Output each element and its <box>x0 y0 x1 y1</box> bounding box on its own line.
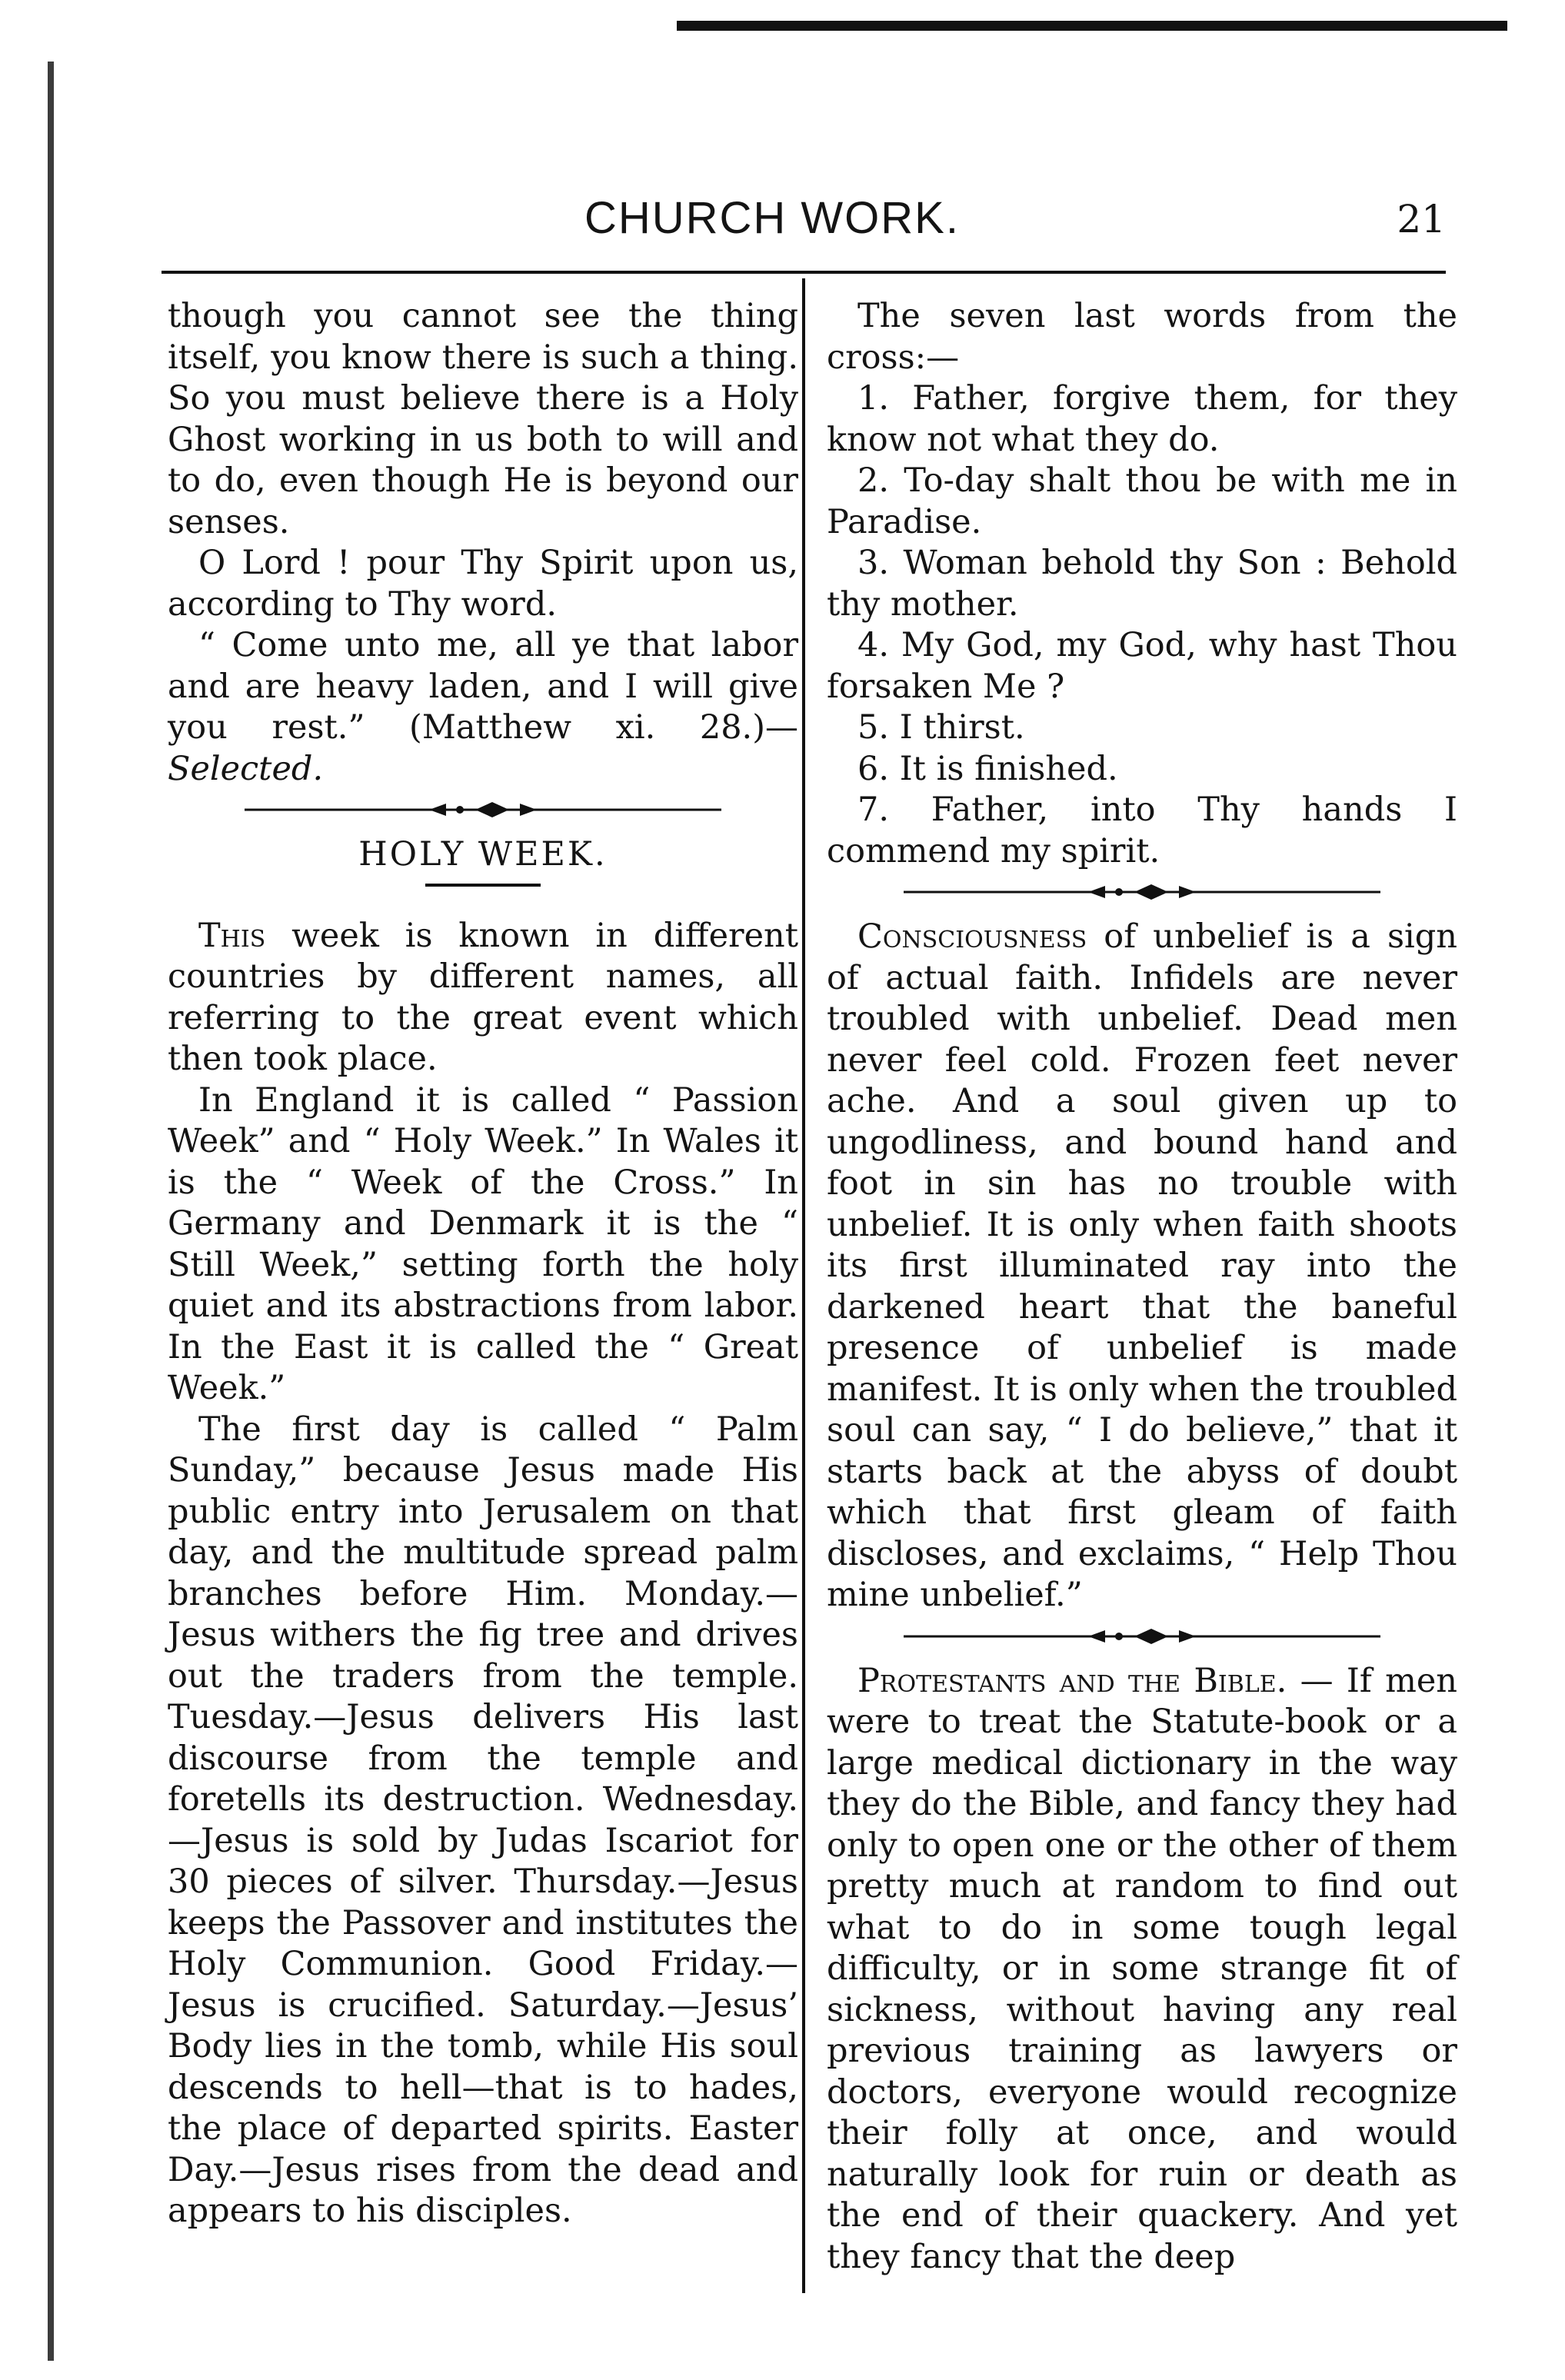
ornament-divider <box>904 877 1380 907</box>
word-2: 2. To-day shalt thou be with me in Paradise. <box>827 461 1457 541</box>
section-heading-holy-week: HOLY WEEK. <box>358 835 608 874</box>
paragraph-scripture <box>168 625 798 790</box>
heading-rule <box>425 884 541 887</box>
right-column <box>827 296 1457 2278</box>
column-divider <box>802 278 805 2293</box>
word-5: 5. I thirst. <box>857 708 1025 747</box>
left-column <box>168 296 798 2232</box>
header-rule <box>161 271 1446 274</box>
paragraph-names: In England it is called “ Passion Week” and “ Holy Week.” In Wales it is the “ Week of the Cross.” In Germany and Denmark it is the “ Still Week,” setting forth the holy quiet and its abstractions from labor. In the East it is called the “ Great Week.” <box>168 1080 798 1407</box>
source-credit: Selected. <box>168 749 324 788</box>
paragraph-continued: though you cannot see the thing itself, you know there is such a thing. So you must believe there is a Holy Ghost working in us both to will and to do, even though He is beyond our senses. <box>168 297 798 541</box>
word-7: 7. Father, into Thy hands I commend my spirit. <box>827 791 1457 870</box>
word-1: 1. Father, forgive them, for they know not what they do. <box>827 379 1457 459</box>
ornament-divider <box>245 794 721 825</box>
paragraph-protestants <box>827 1661 1457 2278</box>
word-4: 4. My God, my God, why hast Thou forsaken Me ? <box>827 626 1457 706</box>
scripture-quote: “ Come unto me, all ye that labor and are heavy laden, and I will give you rest.” (Matthew xi. 28.)— <box>168 626 798 747</box>
seven-words-intro: The seven last words from the cross:— <box>827 297 1457 377</box>
paragraph-days: The first day is called “ Palm Sunday,” because Jesus made His public entry into Jerusalem on that day, and the multitude spread palm branches before Him. Monday.—Jesus withers the fig tree and drives out the traders from the temple. Tuesday.—Jesus delivers His last discourse from the temple and foretells its destruction. Wednesday.—Jesus is sold by Judas Iscariot for 30 pieces of silver. Thursday.—Jesus keeps the Passover and institutes the Holy Communion. Good Friday.—Jesus is crucified. Saturday.—Jesus’ Body lies in the tomb, while His soul descends to hell—that is to hades, the place of departed spirits. Easter Day.—Jesus rises from the dead and appears to his disciples. <box>168 1410 798 2230</box>
word-3: 3. Woman behold thy Son : Behold thy mother. <box>827 544 1457 624</box>
page-binding-edge <box>48 62 54 2361</box>
top-border-rule <box>677 6 1507 31</box>
paragraph-intro <box>168 916 798 1080</box>
lead-heading: Protestants and the Bible. <box>857 1661 1287 1700</box>
lead-word: This <box>198 916 266 955</box>
paragraph-consciousness <box>827 917 1457 1616</box>
paragraph-prayer: O Lord ! pour Thy Spirit upon us, according to Thy word. <box>168 544 798 624</box>
page-number: 21 <box>1397 197 1446 241</box>
page-header <box>108 192 1446 254</box>
paragraph-consciousness-text: of unbelief is a sign of actual faith. Infidels are never troubled with unbelief. Dead men never feel cold. Frozen feet never ache. And a soul given up to ungodliness, and bound hand and foot in sin has no trouble with unbelief. It is only when faith shoots its first illuminated ray into the darkened heart that the baneful presence of unbelief is made manifest. It is only when the troubled soul can say, “ I do believe,” that it starts back at the abyss of doubt which that first gleam of faith discloses, and exclaims, “ Help Thou mine unbelief.” <box>827 917 1457 1614</box>
ornament-divider <box>904 1621 1380 1652</box>
paragraph-protestants-text: — If men were to treat the Statute-book or a large medical dictionary in the way they do the Bible, and fancy they had only to open one or the other of them pretty much at random to find out what to do in some tough legal difficulty, or in some strange fit of sickness, without having any real previous training as lawyers or doctors, everyone would recognize their folly at once, and would naturally look for ruin or death as the end of their quackery. And yet they fancy that the deep <box>827 1661 1457 2276</box>
word-6: 6. It is finished. <box>857 749 1118 788</box>
running-title: CHURCH WORK. <box>584 193 960 243</box>
lead-word: Consciousness <box>857 917 1087 956</box>
paragraph-intro-text: week is known in different countries by different names, all referring to the great event which then took place. <box>168 916 798 1078</box>
